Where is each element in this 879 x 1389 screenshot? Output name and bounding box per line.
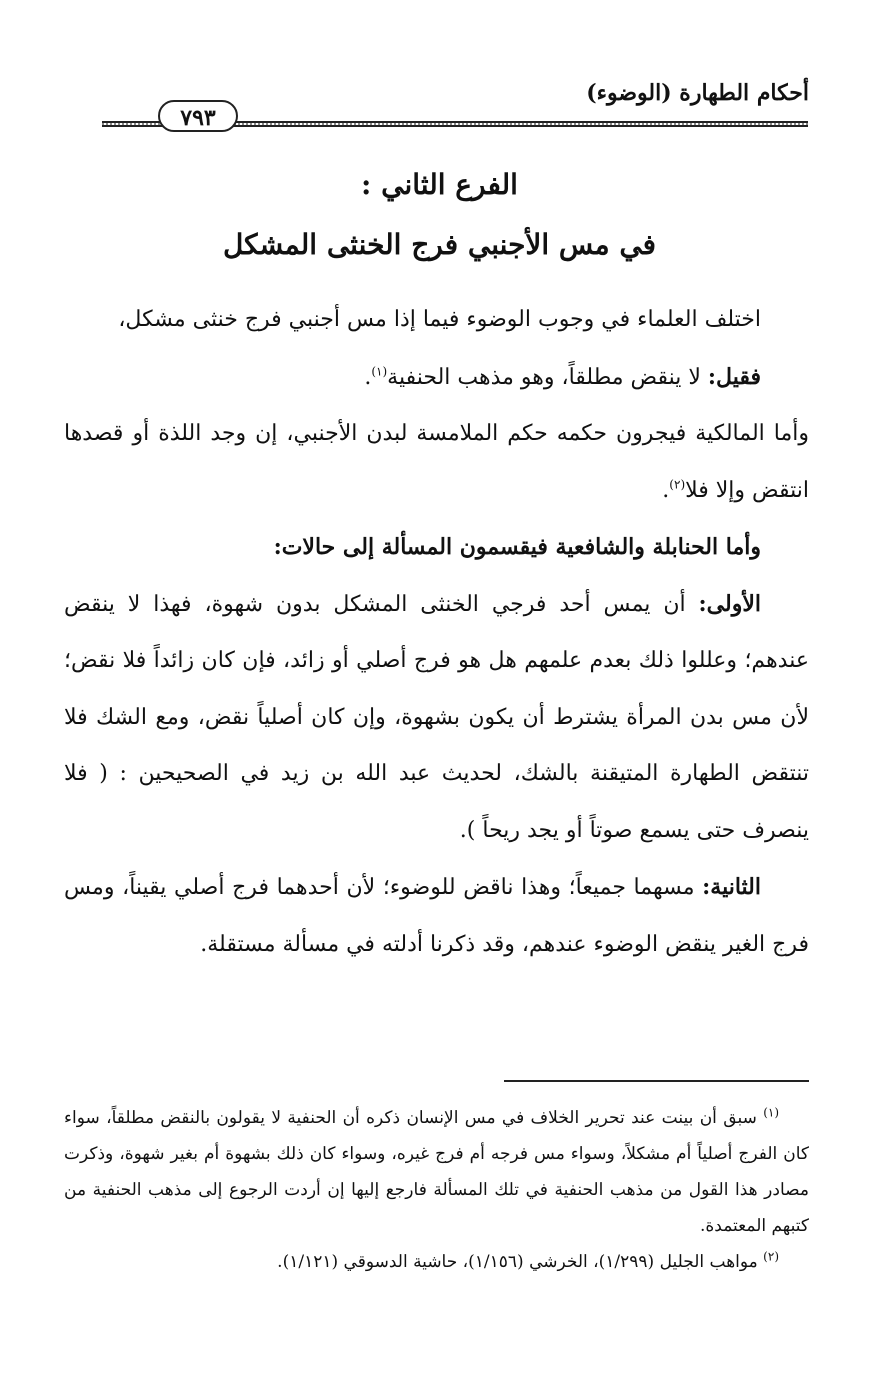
paragraph-hanafi	[64, 349, 809, 407]
footnote-rule	[504, 1080, 809, 1082]
paragraph-text: أن يمس أحد فرجي الخنثى المشكل بدون شهوة، فهذا لا ينقض عندهم؛ وعللوا ذلك بعدم علمهم هل هو فرج أصلي أو زائد، فإن كان زائداً فلا نقض؛ لأن مس بدن المرأة يشترط أن يكون بشهوة، وإن كان أصلياً نقض، ومع الشك فلا تنتقض الطهارة المتيقنة بالشك، لحديث عبد الله بن زيد في الصحيحين : ( فلا ينصرف حتى يسمع صوتاً أو يجد ريحاً ).	[64, 591, 809, 843]
paragraph-intro: اختلف العلماء في وجوب الوضوء فيما إذا مس أجنبي فرج خنثى مشكل،	[118, 307, 761, 332]
footnote-mark: (١)	[763, 1105, 780, 1120]
footnote-text: سبق أن بينت عند تحرير الخلاف في مس الإنسان ذكره أن الحنفية لا يقولون بالنقض مطلقاً، سواء كان الفرج أصلياً أم مشكلاً، وسواء مس فرجه أم فرج غيره، وسواء كان ذلك بشهوة أم بغير شهوة، وذكرت مصادر هذا القول من مذهب الحنفية في تلك المسألة فارجع إليها إن أردت الرجوع إلى مذهب الحنفية من كتبهم المعتمدة.	[64, 1108, 809, 1236]
footnotes	[64, 1100, 809, 1280]
paragraph-lead: فقيل:	[707, 363, 761, 390]
paragraph-end: .	[662, 477, 670, 503]
paragraph-first-case	[64, 576, 809, 860]
paragraph-lead: الثانية:	[702, 874, 761, 900]
main-body	[64, 292, 809, 973]
footnote-ref-1[interactable]: (١)	[371, 364, 388, 379]
branch-heading: الفرع الثاني :	[361, 168, 518, 201]
footnote-ref-2[interactable]: (٢)	[669, 477, 686, 492]
paragraph-end: .	[364, 364, 372, 390]
footnote-text: مواهب الجليل (١/٢٩٩)، الخرشي (١/١٥٦)، حاشية الدسوقي (١/١٢١).	[277, 1252, 758, 1272]
footnote-2	[64, 1244, 809, 1280]
paragraph-maliki	[64, 406, 809, 519]
paragraph-text: وأما المالكية فيجرون حكمه حكم الملامسة لبدن الأجنبي، إن وجد اللذة أو قصدها انتقض وإلا فلا	[64, 421, 809, 503]
paragraph-text: مسهما جميعاً؛ وهذا ناقض للوضوء؛ لأن أحدهما فرج أصلي يقيناً، ومس فرج الغير ينقض الوضوء عندهم، وقد ذكرنا أدلته في مسألة مستقلة.	[64, 875, 809, 957]
paragraph-text: لا ينقض مطلقاً، وهو مذهب الحنفية	[387, 364, 708, 390]
paragraph-second-case	[64, 859, 809, 973]
paragraph-hanbali-shafii: وأما الحنابلة والشافعية فيقسمون المسألة إلى حالات:	[273, 534, 761, 560]
page-number: ٧٩٣	[158, 100, 238, 132]
running-header-title: أحكام الطهارة (الوضوء)	[586, 80, 809, 106]
paragraph-lead: الأولى:	[698, 590, 761, 617]
footnote-mark: (٢)	[763, 1249, 779, 1264]
topic-heading: في مس الأجنبي فرج الخنثى المشكل	[222, 228, 657, 261]
footnote-1	[64, 1100, 809, 1244]
